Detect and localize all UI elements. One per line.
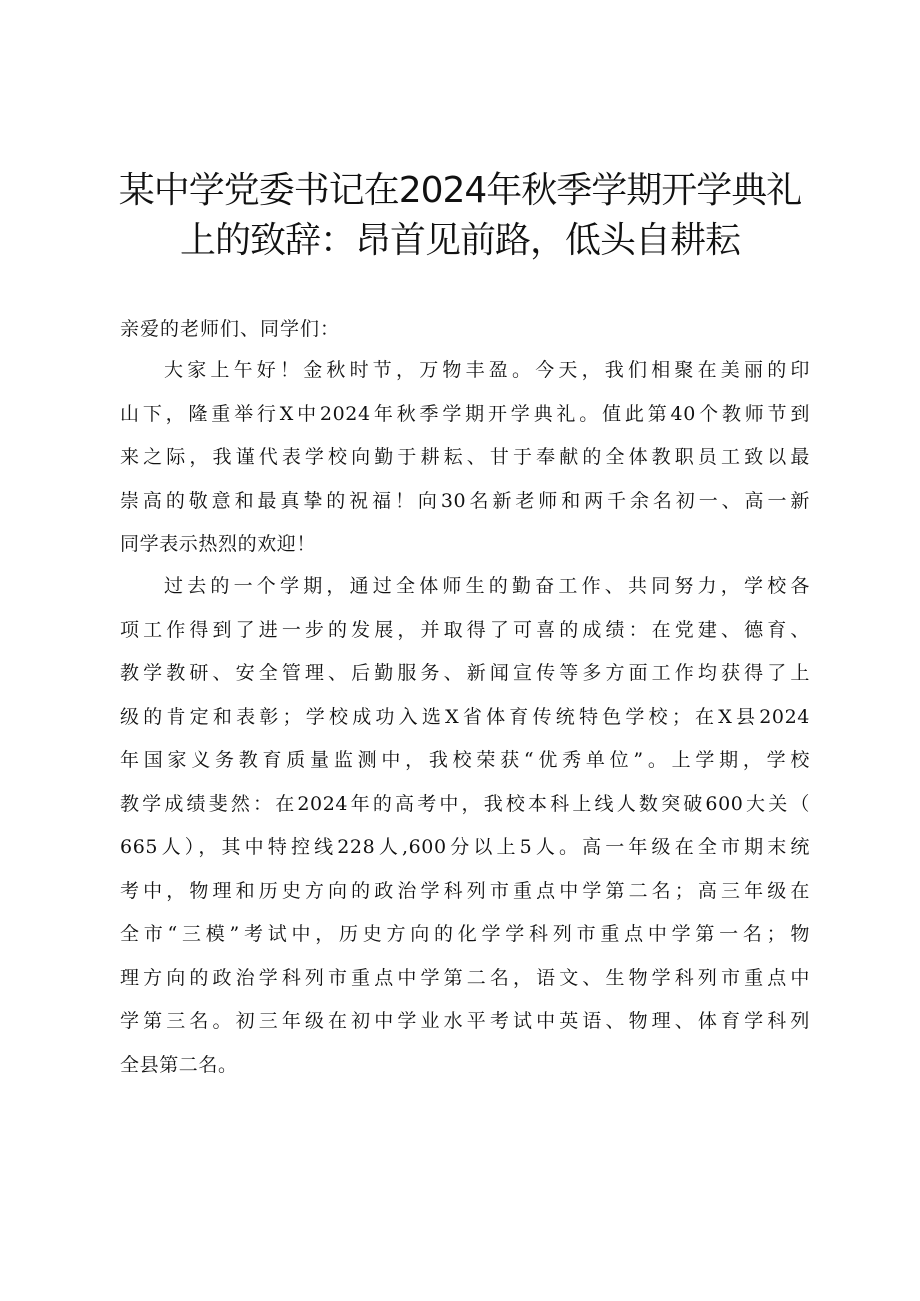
paragraph-line: 考中，物理和历史方向的政治学科列市重点中学第二名；高三年级在 xyxy=(120,879,810,902)
paragraph-line: 全县第二名。 xyxy=(120,1053,238,1076)
paragraph-line: 年国家义务教育质量监测中，我校荣获“优秀单位”。上学期，学校 xyxy=(120,749,810,771)
salutation: 亲爱的老师们、同学们： xyxy=(120,318,341,340)
paragraph-line: 665人），其中特控线228人,600分以上5人。高一年级在全市期末统 xyxy=(120,836,810,858)
paragraph-2 xyxy=(120,565,810,1087)
paragraph-line: 教学成绩斐然：在2024年的高考中，我校本科上线人数突破600大关（ xyxy=(120,792,810,815)
paragraph-line: 大家上午好！金秋时节，万物丰盈。今天，我们相聚在美丽的印 xyxy=(164,359,810,381)
paragraph-line: 来之际，我谨代表学校向勤于耕耘、甘于奉献的全体教职员工致以最 xyxy=(120,446,810,468)
title-line-2: 上的致辞：昂首见前路，低头自耕耘 xyxy=(179,220,740,261)
paragraph-line: 山下，隆重举行X中2024年秋季学期开学典礼。值此第40个教师节到 xyxy=(120,402,810,425)
paragraph-line: 学第三名。初三年级在初中学业水平考试中英语、物理、体育学科列 xyxy=(120,1010,810,1032)
paragraph-line: 教学教研、安全管理、后勤服务、新闻宣传等多方面工作均获得了上 xyxy=(120,662,810,684)
paragraph-line: 过去的一个学期，通过全体师生的勤奋工作、共同努力，学校各 xyxy=(164,575,810,597)
paragraph-line: 级的肯定和表彰；学校成功入选X省体育传统特色学校；在X县2024 xyxy=(120,705,810,728)
paragraph-line: 同学表示热烈的欢迎！ xyxy=(120,533,317,555)
paragraph-line: 项工作得到了进一步的发展，并取得了可喜的成绩：在党建、德育、 xyxy=(120,618,810,641)
paragraph-1 xyxy=(120,349,810,567)
paragraph-line: 全市“三模”考试中，历史方向的化学学科列市重点中学第一名；物 xyxy=(120,923,810,945)
title-line-1: 某中学党委书记在2024年秋季学期开学典礼 xyxy=(118,170,802,211)
paragraph-line: 崇高的敬意和最真挚的祝福！向30名新老师和两千余名初一、高一新 xyxy=(120,489,810,512)
paragraph-line: 理方向的政治学科列市重点中学第二名，语文、生物学科列市重点中 xyxy=(120,966,810,989)
